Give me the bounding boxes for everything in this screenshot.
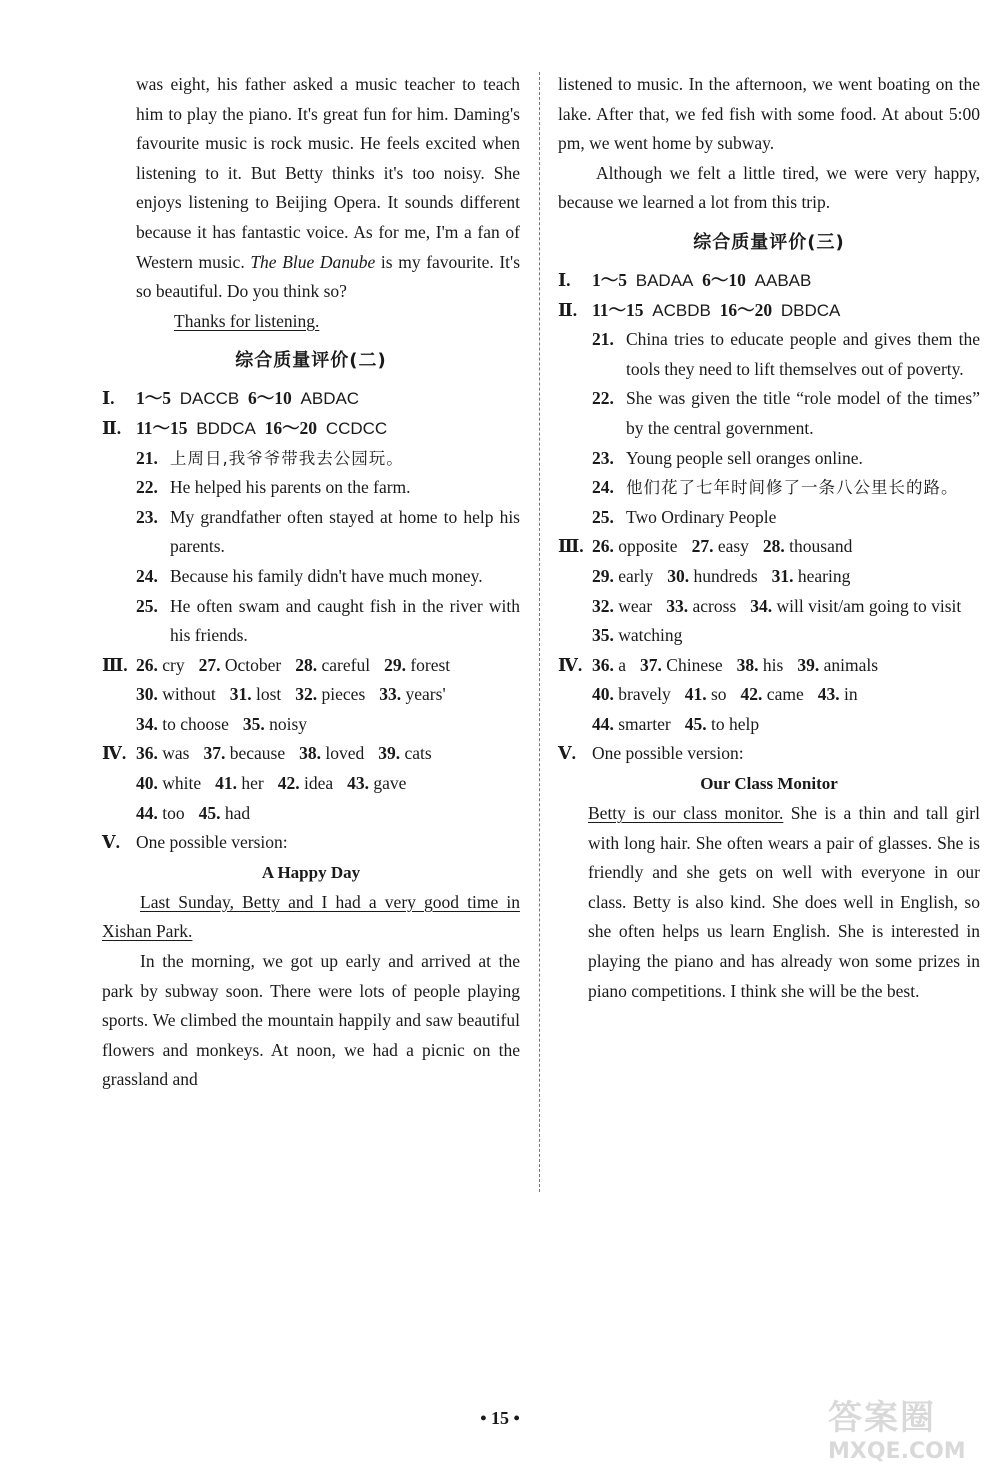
- answers-part-4: Ⅳ. 36. was 37. because 38. loved 39. cats 40. white 41. her 42. idea 43. gave 44. too 45. had: [102, 743, 432, 823]
- answer-22: 22. She was given the title “role model of the times” by the central government.: [592, 388, 980, 438]
- essay-continuation: listened to music. In the afternoon, we went boating on the lake. After that, we fed fish with some food. At about 5:00 pm, we went home by subway.: [558, 74, 980, 154]
- left-column: [102, 70, 520, 1095]
- answer-24: 24. 他们花了七年时间修了一条八公里长的路。: [592, 477, 959, 498]
- essay-body: Betty is our class monitor. She is a thin and tall girl with long hair. She often wears a pair of glasses. She is friendly and she gets on well with everyone in our class. Betty is also kind. She does well in English, so she often helps us learn English. She is interested in playing the piano and has already won some prizes in piano competitions. I think she will be the best.: [588, 803, 980, 1001]
- essay-paragraph-1: Last Sunday, Betty and I had a very good time in Xishan Park.: [102, 891, 520, 942]
- essay-title-a-happy-day: A Happy Day: [261, 862, 361, 882]
- speech-continuation: was eight, his father asked a music teacher to teach him to play the piano. It's great fun for him. Daming's favourite music is rock music. He feels excited when listening to it. But Betty thinks it's too noisy. She enjoys listening to Beijing Opera. It sounds different because it has fantastic voice. As for me, I'm a fan of Western music. The Blue Danube is my favourite. It's so beautiful. Do you think so?: [136, 74, 520, 302]
- essay-closing-paragraph: Although we felt a little tired, we were very happy, because we learned a lot from this trip.: [558, 162, 980, 213]
- speech-closing: Thanks for listening.: [174, 310, 320, 331]
- right-column: [558, 70, 980, 1006]
- answer-23: 23. Young people sell oranges online.: [592, 447, 863, 468]
- answer-25: 25. He often swam and caught fish in the river with his friends.: [136, 595, 520, 646]
- watermark-logo: 答案圈 MXQE.COM: [828, 1398, 966, 1464]
- page-number: • 15 •: [480, 1408, 520, 1428]
- essay-paragraph-2: In the morning, we got up early and arrived at the park by subway soon. There were lots of people playing sports. We climbed the mountain happily and saw beautiful flowers and monkeys. At noon, we had a picnic on the grassland and: [102, 951, 520, 1090]
- answers-part-4: Ⅳ. 36. a 37. Chinese 38. his 39. animals 40. bravely 41. so 42. came 43. in 44. smarter 45. to help: [558, 654, 879, 734]
- answer-23: 23. My grandfather often stayed at home to help his parents.: [136, 506, 520, 557]
- answer-22: 22. He helped his parents on the farm.: [136, 477, 411, 498]
- answers-part-1: Ⅰ. 1～5 BADAA 6～10 AABAB: [558, 269, 812, 290]
- answer-25: 25. Two Ordinary People: [592, 506, 777, 527]
- answers-part-5: Ⅴ. One possible version:: [558, 743, 744, 764]
- answers-part-3: Ⅲ. 26. cry 27. October 28. careful 29. forest 30. without 31. lost 32. pieces 33. years' 34. to choose 35. noisy: [102, 654, 451, 734]
- answer-24: 24. Because his family didn't have much money.: [136, 565, 483, 586]
- column-divider: [539, 72, 540, 1192]
- essay-title-our-class-monitor: Our Class Monitor: [700, 774, 838, 794]
- answers-part-5: Ⅴ. One possible version:: [102, 832, 288, 853]
- answers-part-3: Ⅲ. 26. opposite 27. easy 28. thousand 29. early 30. hundreds 31. hearing 32. wear 33. across 34. will visit/am going to visit 35. watching: [558, 536, 962, 646]
- answers-part-1: Ⅰ. 1～5 DACCB 6～10 ABDAC: [102, 388, 360, 409]
- answer-21: 21. China tries to educate people and gives them the tools they need to lift themselves out of poverty.: [592, 329, 980, 379]
- answer-21: 21. 上周日,我爷爷带我去公园玩。: [136, 447, 404, 468]
- answers-part-2: Ⅱ. 11～15 ACBDB 16～20 DBDCA: [558, 299, 841, 320]
- section-heading-2: 综合质量评价(二): [235, 350, 387, 372]
- section-heading-3: 综合质量评价(三): [693, 231, 845, 253]
- answers-part-2: Ⅱ. 11～15 BDDCA 16～20 CCDCC: [102, 417, 388, 438]
